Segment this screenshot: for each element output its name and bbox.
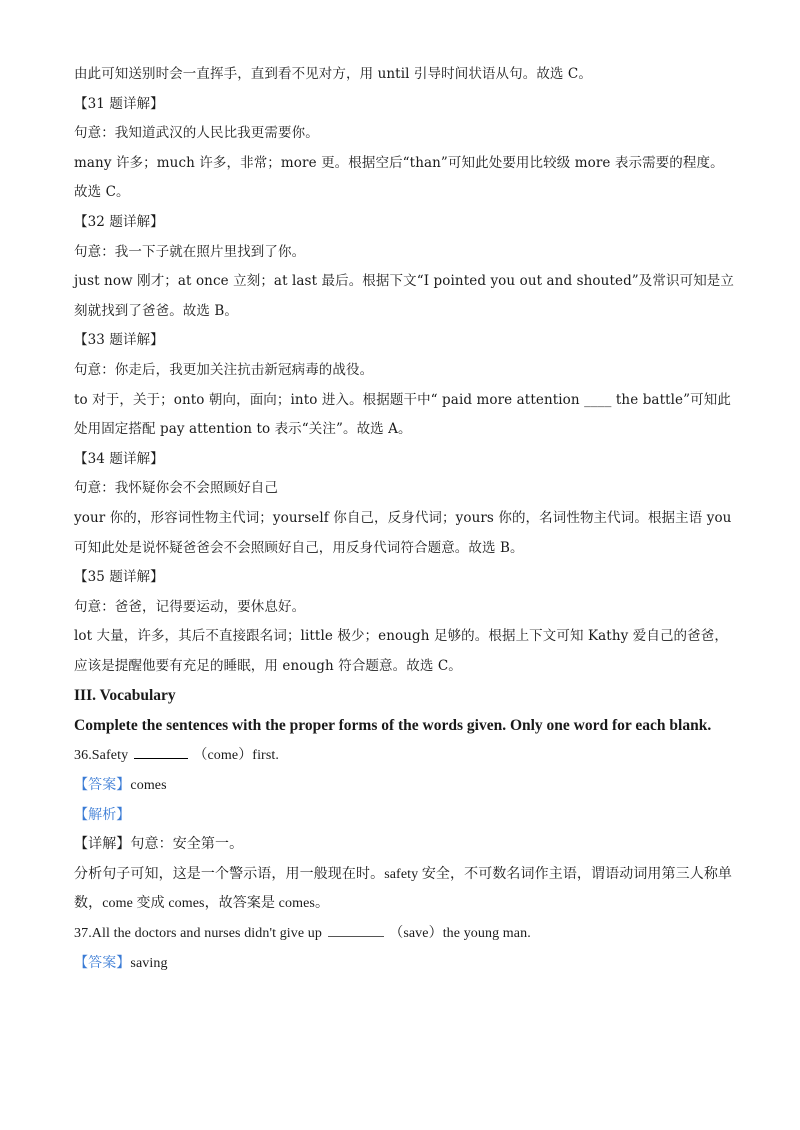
question-37: [74, 919, 734, 949]
question-34-meaning: 句意：我怀疑你会不会照顾好自己: [74, 480, 278, 497]
question-36: [74, 741, 734, 771]
explanation-line: 由此可知送别时会一直挥手，直到看不见对方，用 until 引导时间状语从句。故选 C。: [74, 66, 592, 82]
question-32-meaning: 句意：我一下子就在照片里找到了你。: [74, 243, 306, 260]
question-37-suffix: （save）the young man.: [389, 926, 531, 942]
question-32-explanation: just now 刚才；at once 立刻；at last 最后。根据下文“I pointed you out and shouted”及常识可知是立刻就找到了爸爸。故选 B。: [74, 273, 735, 319]
question-37-answer: [74, 949, 734, 979]
section-instruction: Complete the sentences with the proper forms of the words given. Only one word for each blank.: [74, 717, 712, 735]
question-35-heading: 【35 题详解】: [74, 569, 164, 586]
question-31-explanation: many 许多；much 许多，非常；more 更。根据空后“than”可知此处要用比较级 more 表示需要的程度。故选 C。: [74, 154, 724, 201]
answer-tag: 【答案】: [74, 778, 131, 794]
question-36-explanation: 分析句子可知，这是一个警示语，用一般现在时。safety 安全，不可数名词作主语，谓语动词用第三人称单数，come 变成 comes，故答案是 comes。: [74, 866, 733, 912]
question-36-answer: [74, 771, 734, 801]
question-33-meaning: 句意：你走后，我更加关注抗击新冠病毒的战役。: [74, 361, 374, 378]
section-title: III. Vocabulary: [74, 687, 176, 705]
question-32-heading: 【32 题详解】: [74, 213, 164, 230]
analysis-tag: 【解析】: [74, 807, 131, 823]
question-36-prefix: 36.Safety: [74, 748, 129, 764]
question-34-explanation: your 你的，形容词性物主代词；yourself 你自己，反身代词；yours 你的，名词性物主代词。根据主语 you 可知此处是说怀疑爸爸会不会照顾好自己，用反身代词符合题意。故选 B。: [74, 509, 732, 556]
answer-blank: [134, 744, 188, 759]
question-33-heading: 【33 题详解】: [74, 332, 164, 349]
answer-text: saving: [130, 955, 168, 971]
question-36-detail: 【详解】句意：安全第一。: [74, 837, 244, 853]
question-37-prefix: 37.All the doctors and nurses didn't give up: [74, 926, 322, 942]
question-36-suffix: （come）first.: [193, 748, 279, 764]
answer-blank: [328, 922, 384, 937]
question-35-meaning: 句意：爸爸，记得要运动，要休息好。: [74, 598, 306, 615]
answer-text: comes: [130, 778, 167, 794]
question-33-explanation: to 对于，关于；onto 朝向，面向；into 进入。根据题干中“ paid more attention ____ the battle”可知此处用固定搭配 pay attention to 表示“关注”。故选 A。: [74, 391, 731, 438]
question-31-heading: 【31 题详解】: [74, 95, 164, 112]
document-page: [74, 60, 734, 978]
question-35-explanation: lot 大量，许多，其后不直接跟名词；little 极少；enough 足够的。根据上下文可知 Kathy 爱自己的爸爸，应该是提醒他要有充足的睡眠，用 enough 符合题意。故选 C。: [74, 628, 728, 674]
question-31-meaning: 句意：我知道武汉的人民比我更需要你。: [74, 125, 319, 142]
answer-tag: 【答案】: [74, 955, 131, 971]
question-34-heading: 【34 题详解】: [74, 450, 164, 467]
